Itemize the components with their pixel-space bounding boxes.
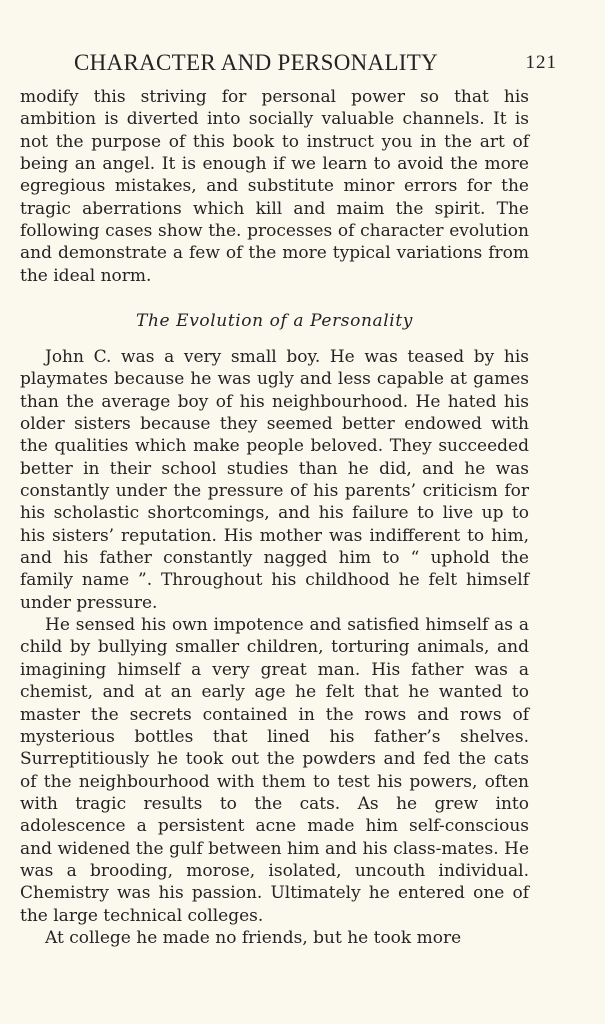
opening-paragraph: modify this striving for personal power so that his ambition is diverted into socially valuable channels. It is not the purpose of this book to instruct you in the art of being an angel. It is enough if we learn to avoid the more egregious mistakes, and substitute minor errors for the tragic aberrations which kill and maim the spirit. The following cases show the. processes of character evolution and demonstrate a few of the more typical variations from the ideal norm. (20, 87, 529, 286)
page-number: 121 (525, 52, 557, 73)
body-paragraph: He sensed his own impotence and satisfied himself as a child by bullying smaller children, torturing animals, and imagining himself a very great man. His father was a chemist, and at an early age he felt that he wanted to master the secrets contained in the rows and rows of mysterious bottles that lined his father’s shelves. Surreptitiously he took out the powders and fed the cats of the neighbourhood with them to test his powers, often with tragic results to the cats. As he grew into adolescence a persistent acne made him self-conscious and widened the gulf between him and his class-mates. He was a brooding, morose, isolated, uncouth individual. Chemistry was his passion. Ultimately he entered one of the large technical colleges. (20, 615, 529, 926)
section-heading: The Evolution of a Personality (136, 311, 413, 331)
body-paragraph: John C. was a very small boy. He was teased by his playmates because he was ugly and less capable at games than the average boy of his neighbourhood. He hated his older sisters because they seemed better endowed with the qualities which make people beloved. They succeeded better in their school studies than he did, and he was constantly under the pressure of his parents’ criticism for his scholastic shortcomings, and his failure to live up to his sisters’ reputation. His mother was indifferent to him, and his father constantly nagged him to “ uphold the family name ”. Throughout his childhood he felt himself under pressure. (20, 347, 529, 613)
body-paragraph: At college he made no friends, but he took more (45, 927, 462, 948)
section-text-block (20, 346, 529, 949)
opening-text-block (20, 86, 529, 287)
running-title: CHARACTER AND PERSONALITY (74, 50, 439, 75)
running-head (20, 50, 557, 78)
